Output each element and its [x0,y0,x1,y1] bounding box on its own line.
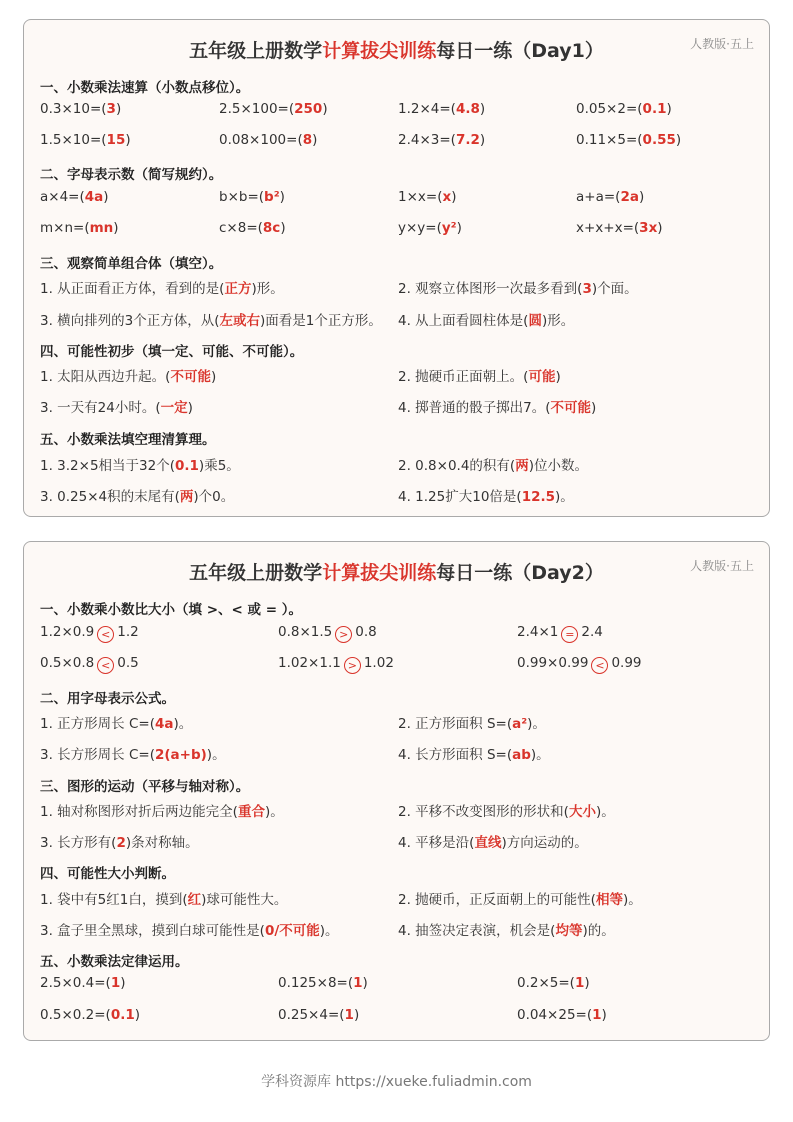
answer: 1 [574,975,585,991]
comparison-symbol: = [561,626,578,643]
answer: 1 [592,1007,602,1023]
day2-s3-row-2 [40,831,759,853]
answer: 3 [582,281,592,297]
day1-s1-item: 0.08×100=(8) [219,132,318,148]
day2-s5-item: 0.125×8=(1) [278,975,368,991]
day1-title-prefix: 五年级上册数学 [189,40,323,62]
answer: 圆 [528,313,542,329]
day1-s3-item: 1. 从正面看正方体，看到的是(正方)形。 [40,281,284,297]
day2-s3-item: 4. 平移是沿(直线)方向运动的。 [398,835,588,851]
day1-s3-item: 4. 从上面看圆柱体是(圆)形。 [398,313,575,329]
answer: 0.1 [110,1007,135,1023]
day2-s1-compare-item: 1.02×1.1 > 1.02 [278,655,394,672]
answer: 8c [262,220,281,236]
day2-s2-item: 2. 正方形面积 S=(a²)。 [398,716,546,732]
answer: 1 [344,1007,354,1023]
day2-edition-label: 人教版·五上 [690,559,754,573]
answer: y² [441,220,457,236]
answer: 直线 [474,835,502,851]
day1-s2-item: a+a=(2a) [576,189,645,205]
day1-section-1-heading: 一、小数乘法速算（小数点移位）。 [40,80,250,96]
answer: 0/不可能 [264,923,320,939]
day2-s4-row-1 [40,888,759,910]
day2-title-prefix: 五年级上册数学 [189,562,323,584]
day2-s4-item: 2. 抛硬币，正反面朝上的可能性(相等)。 [398,892,642,908]
day2-s5-row-1 [40,975,759,997]
day1-s2-item: a×4=(4a) [40,189,109,205]
day1-s3-item: 3. 横向排列的3个正方体，从(左或右)面看是1个正方形。 [40,313,382,329]
answer: 2(a+b) [154,747,207,763]
answer: 4a [84,189,104,205]
answer: 3 [106,101,116,117]
answer: 0.55 [642,132,676,148]
answer: 4a [154,716,174,732]
day1-s3-item: 2. 观察立体图形一次最多看到(3)个面。 [398,281,638,297]
day1-s2-item: c×8=(8c) [219,220,286,236]
day2-s5-item: 0.25×4=(1) [278,1007,360,1023]
day2-section-1-heading: 一、小数乘小数比大小（填 >、< 或 = ）。 [40,602,302,618]
answer: ab [512,747,531,763]
comparison-symbol: < [97,657,114,674]
day1-s3-row-2 [40,309,759,331]
day1-s1-item: 2.5×100=(250) [219,101,328,117]
answer: 7.2 [455,132,480,148]
day2-section-3-heading: 三、图形的运动（平移与轴对称）。 [40,779,250,795]
day1-title-highlight: 计算拔尖训练 [322,40,437,62]
day2-s5-item: 2.5×0.4=(1) [40,975,126,991]
day1-section-4-heading: 四、可能性初步（填一定、可能、不可能）。 [40,344,304,360]
day1-s5-item: 2. 0.8×0.4的积有(两)位小数。 [398,458,588,474]
answer: 0.1 [175,458,199,474]
day1-title-suffix: 每日一练（Day1） [436,40,604,62]
answer: 250 [294,101,323,117]
day1-s5-row-2 [40,485,759,507]
answer: 红 [187,892,202,908]
day1-s1-item: 0.05×2=(0.1) [576,101,672,117]
answer: 2 [116,835,126,851]
comparison-symbol: < [591,657,608,674]
answer: 不可能 [550,400,592,416]
day1-s3-row-1 [40,277,759,299]
day1-s1-row-2 [40,132,759,154]
day1-s1-row-1 [40,101,759,123]
day2-s1-row-2 [40,655,759,677]
answer: 8 [302,132,313,148]
day1-s2-item: y×y=(y²) [398,220,462,236]
answer: 3x [639,220,658,236]
answer: 15 [106,132,126,148]
day1-s1-item: 1.2×4=(4.8) [398,101,486,117]
day2-s3-item: 2. 平移不改变图形的形状和(大小)。 [398,804,615,820]
day2-s1-compare-item: 1.2×0.9 < 1.2 [40,624,139,641]
day2-section-4-heading: 四、可能性大小判断。 [40,866,175,882]
day1-s4-item: 1. 太阳从西边升起。(不可能) [40,369,217,385]
day2-s3-item: 3. 长方形有(2)条对称轴。 [40,835,199,851]
day1-s4-item: 3. 一天有24小时。(一定) [40,400,193,416]
day2-s1-compare-item: 0.5×0.8 < 0.5 [40,655,139,672]
answer: 2a [620,189,639,205]
day1-s5-row-1 [40,454,759,476]
answer: 4.8 [455,101,480,117]
answer: 相等 [595,892,623,908]
day2-s5-item: 0.04×25=(1) [517,1007,607,1023]
answer: 左或右 [219,313,261,329]
day1-s4-row-1 [40,365,759,387]
day1-s2-row-2 [40,220,759,242]
day2-section-2-heading: 二、用字母表示公式。 [40,691,175,707]
answer: mn [89,220,114,236]
day1-section-2-heading: 二、字母表示数（简写规约）。 [40,167,223,183]
day2-s2-item: 4. 长方形面积 S=(ab)。 [398,747,550,763]
day1-s1-item: 1.5×10=(15) [40,132,131,148]
day2-s2-item: 3. 长方形周长 C=(2(a+b))。 [40,747,226,763]
day1-s4-item: 4. 掷普通的骰子掷出7。(不可能) [398,400,597,416]
day1-section-3-heading: 三、观察简单组合体（填空）。 [40,256,223,272]
footer-source-text: 学科资源库 https://xueke.fuliadmin.com [261,1074,532,1090]
day1-s4-row-2 [40,396,759,418]
day2-title-suffix: 每日一练（Day2） [436,562,604,584]
day1-s2-item: x+x+x=(3x) [576,220,663,236]
day2-section-5-heading: 五、小数乘法定律运用。 [40,954,189,970]
day1-edition-label: 人教版·五上 [690,37,754,51]
day2-s4-row-2 [40,919,759,941]
comparison-symbol: > [335,626,352,643]
day1-s4-item: 2. 抛硬币正面朝上。(可能) [398,369,561,385]
day2-s5-item: 0.5×0.2=(0.1) [40,1007,141,1023]
day1-s5-item: 4. 1.25扩大10倍是(12.5)。 [398,489,574,505]
day1-s2-item: m×n=(mn) [40,220,119,236]
day2-s4-item: 1. 袋中有5红1白，摸到(红)球可能性大。 [40,892,288,908]
comparison-symbol: < [97,626,114,643]
answer: 1 [110,975,121,991]
day2-s5-row-2 [40,1007,759,1029]
day1-s5-item: 1. 3.2×5相当于32个(0.1)乘5。 [40,458,240,474]
answer: 正方 [224,281,252,297]
day2-title [24,558,769,585]
answer: 两 [515,458,529,474]
day2-s4-item: 4. 抽签决定表演，机会是(均等)的。 [398,923,615,939]
day2-title-highlight: 计算拔尖训练 [322,562,437,584]
day2-s4-item: 3. 盒子里全黑球，摸到白球可能性是(0/不可能)。 [40,923,339,939]
answer: 12.5 [521,489,555,505]
day1-s5-item: 3. 0.25×4积的末尾有(两)个0。 [40,489,235,505]
worksheet-day2 [23,541,770,1041]
day2-s1-compare-item: 0.8×1.5 > 0.8 [278,624,377,641]
day2-s1-compare-item: 0.99×0.99 < 0.99 [517,655,642,672]
answer: b² [264,189,280,205]
day2-s1-row-1 [40,624,759,646]
day1-s1-item: 0.3×10=(3) [40,101,122,117]
day2-s2-item: 1. 正方形周长 C=(4a)。 [40,716,193,732]
answer: x [442,189,452,205]
day1-section-5-heading: 五、小数乘法填空理清算理。 [40,432,216,448]
day1-s1-item: 0.11×5=(0.55) [576,132,682,148]
day2-s2-row-1 [40,712,759,734]
answer: 重合 [237,804,265,820]
answer: 不可能 [170,369,211,385]
answer: 两 [179,489,194,505]
worksheet-day1 [23,19,770,517]
day1-title [24,36,769,63]
day2-s5-item: 0.2×5=(1) [517,975,590,991]
answer: 1 [353,975,363,991]
day2-s1-compare-item: 2.4×1 = 2.4 [517,624,603,641]
answer: 均等 [555,923,583,939]
comparison-symbol: > [344,657,361,674]
answer: a² [512,716,528,732]
day2-s2-row-2 [40,743,759,765]
day2-s3-item: 1. 轴对称图形对折后两边能完全(重合)。 [40,804,284,820]
answer: 一定 [160,400,188,416]
day1-s2-item: 1×x=(x) [398,189,457,205]
day1-s1-item: 2.4×3=(7.2) [398,132,486,148]
day1-s2-row-1 [40,189,759,211]
day1-s2-item: b×b=(b²) [219,189,285,205]
answer: 0.1 [642,101,667,117]
answer: 大小 [568,804,596,820]
answer: 可能 [528,369,556,385]
day2-s3-row-1 [40,800,759,822]
